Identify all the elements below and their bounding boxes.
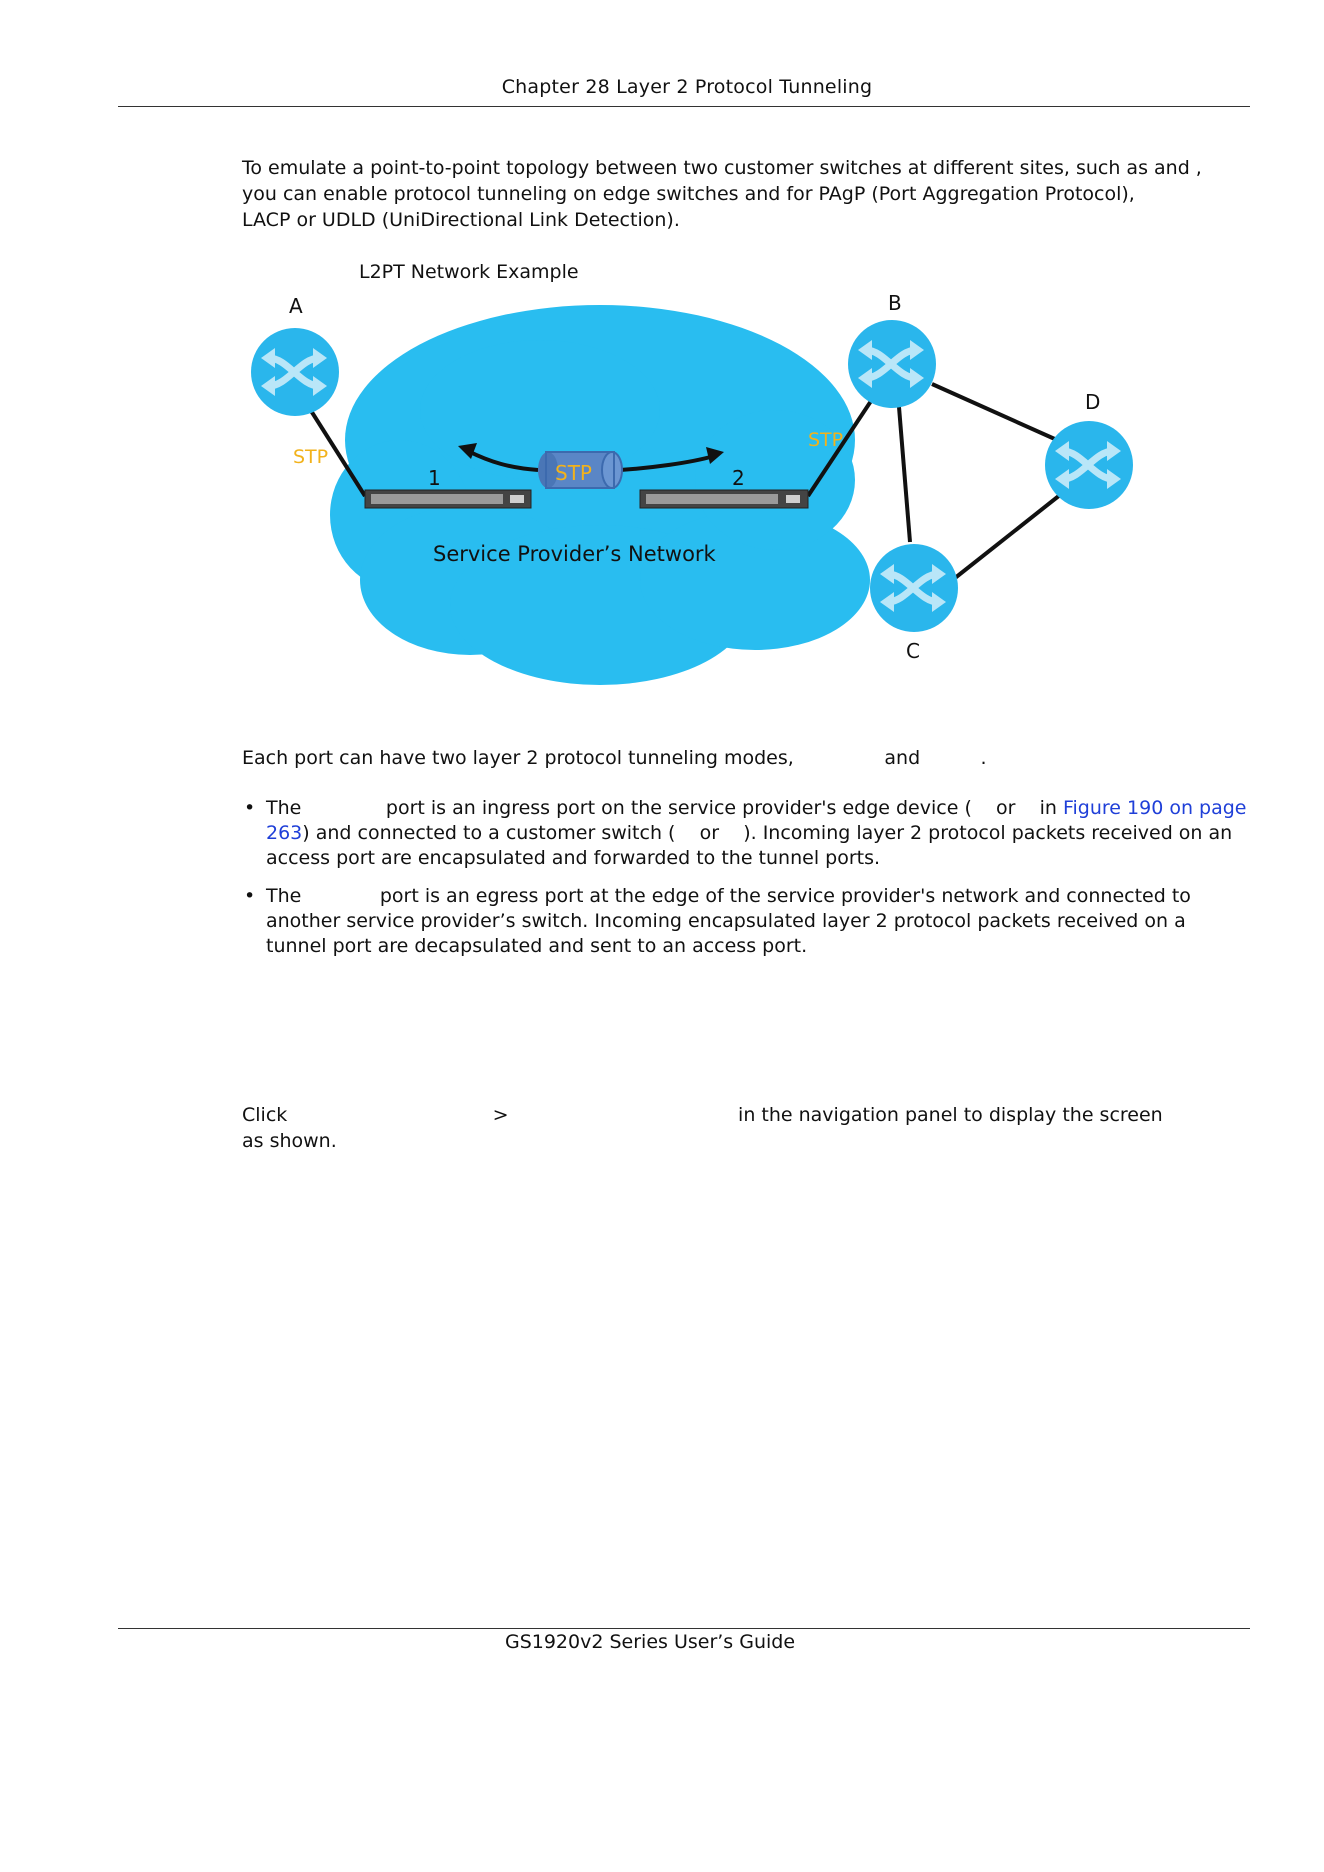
switch-b-label: B: [888, 291, 902, 315]
stp-right-label: STP: [808, 429, 844, 451]
bullet-line: access port are encapsulated and forwarded to the tunnel ports.: [266, 847, 881, 869]
switch-a-label: A: [289, 294, 303, 318]
bullet-line-text: ) and connected to a customer switch ( or ). Incoming layer 2 protocol packets received on an: [302, 822, 1233, 844]
link-b-c: [899, 407, 910, 542]
switch-c: [870, 544, 958, 632]
bullet-line-text: The port is an ingress port on the service provider's edge device ( or in: [266, 797, 1063, 819]
link-c-d: [955, 495, 1060, 578]
page-reference-link[interactable]: 263: [266, 822, 303, 844]
bullet-dot: •: [244, 797, 256, 819]
switch-d: [1045, 421, 1133, 509]
switch-d-label: D: [1085, 390, 1101, 414]
click-line: as shown.: [242, 1130, 337, 1152]
intro-line: you can enable protocol tunneling on edge switches and for PAgP (Port Aggregation Protocol),: [242, 183, 1135, 205]
edge-switch-1: [365, 490, 531, 508]
click-paragraph: [242, 1102, 1252, 1154]
figure-reference-link[interactable]: Figure 190 on page: [1062, 797, 1247, 819]
edge-switch-2: [640, 490, 808, 508]
stp-left-label: STP: [293, 446, 329, 468]
bullet-dot: •: [244, 885, 256, 907]
intro-line: LACP or UDLD (UniDirectional Link Detection).: [242, 209, 680, 231]
stp-tunnel-label: STP: [555, 461, 592, 485]
switch-b: [848, 320, 936, 408]
network-label: Service Provider’s Network: [433, 542, 716, 566]
bullet-text: [266, 884, 1191, 959]
bullet-line: another service provider’s switch. Incoming encapsulated layer 2 protocol packets received on a: [266, 910, 1186, 932]
bullet-text: [266, 796, 1247, 871]
intro-line: To emulate a point-to-point topology between two customer switches at different sites, such as and ,: [242, 157, 1202, 179]
switch-a: [251, 328, 339, 416]
link-b-d: [932, 384, 1057, 440]
footer-divider: [118, 1628, 1250, 1629]
modes-line: Each port can have two layer 2 protocol tunneling modes, and .: [242, 747, 987, 769]
switch-c-label: C: [906, 639, 920, 663]
chapter-title: Chapter 28 Layer 2 Protocol Tunneling: [501, 76, 873, 98]
intro-paragraph: [242, 155, 1252, 233]
figure-caption: L2PT Network Example: [359, 261, 579, 283]
click-line: Click > in the navigation panel to display the screen: [242, 1104, 1163, 1126]
l2pt-network-diagram: [230, 285, 1170, 705]
bullet-line: The port is an egress port at the edge of the service provider's network and connected to: [266, 885, 1191, 907]
bullet-line: [266, 796, 1247, 821]
bullet-line: [266, 821, 1247, 846]
guide-title: GS1920v2 Series User’s Guide: [504, 1631, 796, 1653]
edge-switch-2-label: 2: [732, 466, 745, 490]
header-divider: [118, 106, 1250, 107]
bullet-line: tunnel port are decapsulated and sent to an access port.: [266, 935, 808, 957]
edge-switch-1-label: 1: [428, 466, 441, 490]
modes-paragraph: [242, 745, 1252, 771]
